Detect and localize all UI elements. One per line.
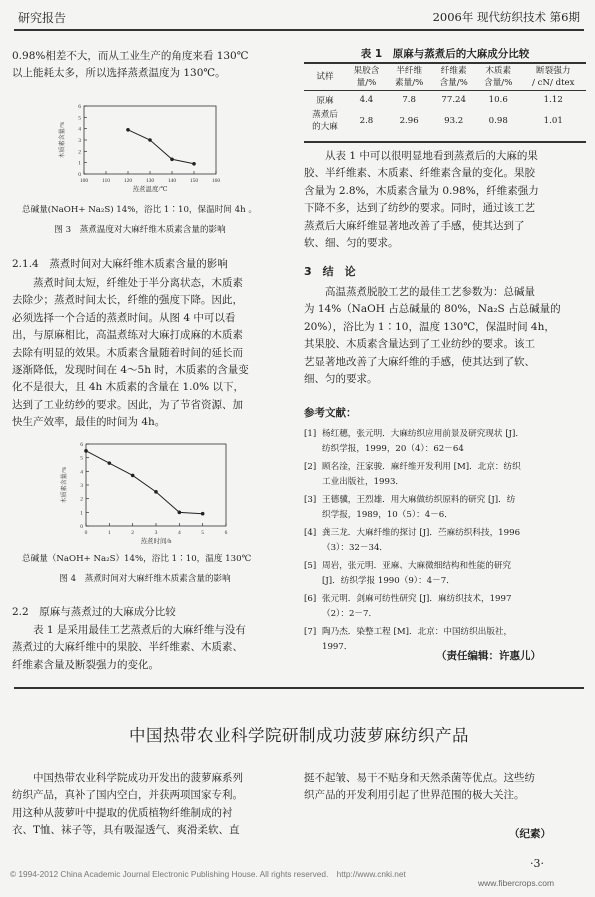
text-line: 衣、T恤、袜子等，具有吸湿透气、爽滑柔软、直 [12,824,240,837]
references-title: 参考文献： [304,407,357,419]
table-header-cell: 半纤维 素量/% [395,66,424,88]
y-tick-label: 4 [80,469,83,476]
text-line: 高温蒸煮脱胶工艺的最佳工艺参数为：总碱量 [325,286,535,298]
table-discussion [304,148,586,252]
plot-frame [86,444,226,526]
table-cell: 1.01 [543,116,563,126]
text-line: 去除少；蒸煮时间太长，纤维的强度下降。因此， [12,294,243,307]
x-tick-label: 4 [177,530,181,536]
x-tick-label: 6 [224,530,228,536]
y-tick-label: 2 [80,496,83,503]
text-line: 为 14%（NaOH 占总碱量的 80%，Na₂S 占总碱量的 [304,303,561,316]
news-body-right [304,770,586,805]
text-line: 挺不起皱、易干不贴身和天然杀菌等优点。这些纺 [304,772,535,784]
table-1 [304,64,586,134]
text-line: 艺显著地改善了大麻纤维的手感，使其达到了软、 [304,355,535,368]
figure-3-conditions: 总碱量(NaOH+ Na₂S) 14%，浴比 1∶10，保温时间 4h 。 [22,205,257,215]
x-tick-label: 2 [131,530,135,536]
table-header-cell: 纤维素 含量/% [439,66,468,88]
text-line: 其果胶、木质素含量达到了工业纺纱的要求。该工 [304,338,535,351]
section-divider [14,687,584,689]
section-3-title: 3 结 论 [304,265,356,278]
table-cell: 77.24 [441,94,466,105]
table-1-title: 表 1 原麻与蒸煮后的大麻成分比较 [360,48,530,60]
data-point [148,138,152,142]
table-cell: 蒸煮后 的大麻 [312,110,338,132]
table-cell: 2.96 [399,116,419,126]
text-line: 用这种从菠萝叶中提取的优质植物纤维制成的衬 [12,806,233,819]
y-tick-label: 5 [78,115,81,122]
x-tick-label: 130 [145,178,155,184]
x-tick-label: 3 [154,530,158,536]
table-cell: 4.4 [359,94,374,105]
references-list [304,427,586,655]
data-point [131,474,135,478]
table-header-cell: 断裂强力 / cN/ dtex [532,66,575,88]
text-line: 软、细、匀的要求。 [304,237,399,250]
data-point [126,128,130,132]
x-axis-label: 蒸煮温度/℃ [132,186,168,193]
reference-item: [4] 龚三龙．大麻纤维的探讨 [J]．苎麻纺织科技，1996 （3）：32－34． [304,528,521,553]
intro-paragraph [12,48,294,83]
table-row [304,91,586,108]
text-line: 下降不多，达到了纺纱的要求。同时，通过该工艺 [304,202,535,215]
text-line: 化不是很大，且 4h 木质素的含量在 1.0% 以下， [12,381,244,394]
news-sign: （纪素） [509,828,551,840]
news-body-left [12,770,294,840]
text-line: 去除有明显的效果。木质素含量随着时间的延长而 [12,346,243,359]
figure-3-chart [58,100,228,195]
text-line: 蒸煮后大麻纤维显著地改善了手感，使其达到了 [304,219,525,232]
editor-note: （责任编辑：许惠儿） [436,650,541,662]
y-axis-label: 木质素含量/% [60,121,66,159]
header-rule [14,29,584,31]
figure-4-chart [60,438,238,548]
section-2-1-4-title: 2.1.4 蒸煮时间对大麻纤维木质素含量的影响 [12,258,228,270]
y-tick-label: 4 [78,126,81,133]
header-left: 研究报告 [18,11,67,25]
text-line: 纤维素含量及断裂强力的变化。 [12,658,159,671]
table-cell: 2.8 [359,116,374,126]
page-number: ·3· [530,857,544,870]
text-line: 中国热带农业科学院成功开发出的菠萝麻系列 [33,772,243,784]
x-tick-label: 0 [84,530,88,536]
data-point [84,449,88,453]
data-point [192,162,196,166]
y-tick-label: 1 [78,160,81,167]
watermark: www.fibercrops.com [478,878,555,888]
data-point [201,512,205,516]
text-line: 蒸煮过的大麻纤维中的果胶、半纤维素、木质素、 [12,641,243,654]
y-tick-label: 5 [80,455,83,462]
data-point [154,490,158,494]
x-tick-label: 160 [211,178,221,184]
data-point [170,157,174,161]
reference-item: [2] 顾名淦，汪家骏．麻纤维开发利用 [M]．北京：纺织 工业出版社，1993． [304,462,521,487]
table-cell: 原麻 [316,96,334,106]
table-bottom-rule [304,141,586,143]
y-tick-label: 6 [80,442,83,448]
news-title: 中国热带农业科学院研制成功菠萝麻纺织产品 [129,726,469,745]
text-line: 达到了工业纺纱的要求。因此，为了节省资源、加 [12,398,243,411]
text-line: 纺织产品，真补了国内空白，并获两项国家专利。 [12,789,243,802]
text-line: 必须选择一个合适的蒸煮时间。从图 4 中可以看 [12,311,236,324]
reference-item: [7] 陶乃杰．染整工程 [M]．北京：中国纺织出版社， 1997． [304,627,513,652]
reference-item: [3] 王德骥，王烈雄．用大麻做纺织原料的研究 [J]．纺 织学报，1989，10（5）：4－6． [304,495,516,520]
data-point [108,461,112,465]
section-2-1-4-body [12,275,294,432]
text-line: 0.98%相差不大，而从工业生产的角度来看 130℃ [12,50,249,62]
x-tick-label: 120 [123,178,133,184]
x-tick-label: 150 [189,178,199,184]
y-tick-label: 0 [78,172,81,178]
figure-4-conditions: 总碱量（NaOH+ Na₂S）14%，浴比 1∶10，温度 130℃ [22,554,252,564]
running-header [14,6,584,26]
y-tick-label: 2 [78,149,81,156]
header-right: 2006年 现代纺织技术 第6期 [432,10,580,24]
text-line: 含量为 2.8%，木质素含量为 0.98%，纤维素强力 [304,184,539,197]
figure-3-caption: 图 3 蒸煮温度对大麻纤维木质素含量的影响 [54,225,226,235]
reference-item: [6] 张元明．剑麻可纺性研究 [J]．麻纺织技术，1997 （2）：2－7． [304,594,512,619]
text-line: 从表 1 中可以很明显地看到蒸煮后的大麻的果 [325,150,538,162]
x-tick-label: 1 [107,530,111,536]
table-header-cell: 木质素 含量/% [484,66,513,88]
y-tick-label: 6 [78,104,81,110]
series-line [86,451,203,514]
text-line: 蒸煮时间太短，纤维处于半分离状态，木质素 [33,277,243,289]
x-axis-label: 蒸煮时间/h [140,538,172,545]
table-cell: 0.98 [488,116,508,126]
x-tick-label: 5 [201,530,205,536]
y-tick-label: 0 [80,524,83,530]
table-header-cell: 果胶含 量/% [353,66,380,88]
x-tick-label: 140 [167,178,177,184]
table-header-row [304,64,586,90]
y-axis-label: 木质素含量/% [62,466,68,504]
text-line: 以上能耗太多，所以选择蒸煮温度为 130℃。 [12,67,226,80]
section-2-2-title: 2.2 原麻与蒸煮过的大麻成分比较 [12,606,176,618]
table-cell: 93.2 [444,116,464,126]
section-2-2-body [12,622,294,674]
reference-item: [5] 周岩，张元明．亚麻、大麻微细结构和性能的研究 [J]．纺织学报 1990（9）：4－7． [304,561,512,586]
x-tick-label: 110 [101,178,111,184]
reference-item: [1] 杨红穗，张元明．大麻纺织应用前景及研究现状 [J]． 纺织学报，1999，20（4）：62－64 [304,429,524,454]
table-cell: 7.8 [402,94,416,105]
text-line: 织产品的开发利用引起了世界范围的极大关注。 [304,789,525,802]
table-cell: 10.6 [488,94,508,105]
conclusion-body [304,284,586,388]
series-line [128,130,194,164]
table-cell: 1.12 [543,94,563,105]
copyright-footer: © 1994-2012 China Academic Journal Electronic Publishing House. All rights reserved. http://www.cnki.net [10,869,406,879]
table-header-cell: 试样 [316,72,334,82]
y-tick-label: 3 [78,138,81,144]
text-line: 出，与原麻相比，高温煮练对大麻打成麻的木质素 [12,329,243,342]
data-point [178,511,182,515]
x-tick-label: 100 [79,178,89,184]
text-line: 表 1 是采用最佳工艺蒸煮后的大麻纤维与没有 [33,624,246,636]
text-line: 胶、半纤维素、木质素、纤维素含量的变化。果胶 [304,167,535,180]
text-line: 细、匀的要求。 [304,373,378,386]
table-row [304,108,586,134]
y-tick-label: 1 [80,510,83,517]
text-line: 20%），浴比为 1∶10，温度 130℃，保温时间 4h， [304,320,555,333]
figure-4-caption: 图 4 蒸煮时间对大麻纤维木质素含量的影响 [59,574,231,584]
text-line: 快生产效率，最佳的时间为 4h。 [12,416,166,429]
text-line: 逐渐降低，发现时间在 4～5h 时，木质素的含量变 [12,364,249,377]
y-tick-label: 3 [80,483,83,489]
